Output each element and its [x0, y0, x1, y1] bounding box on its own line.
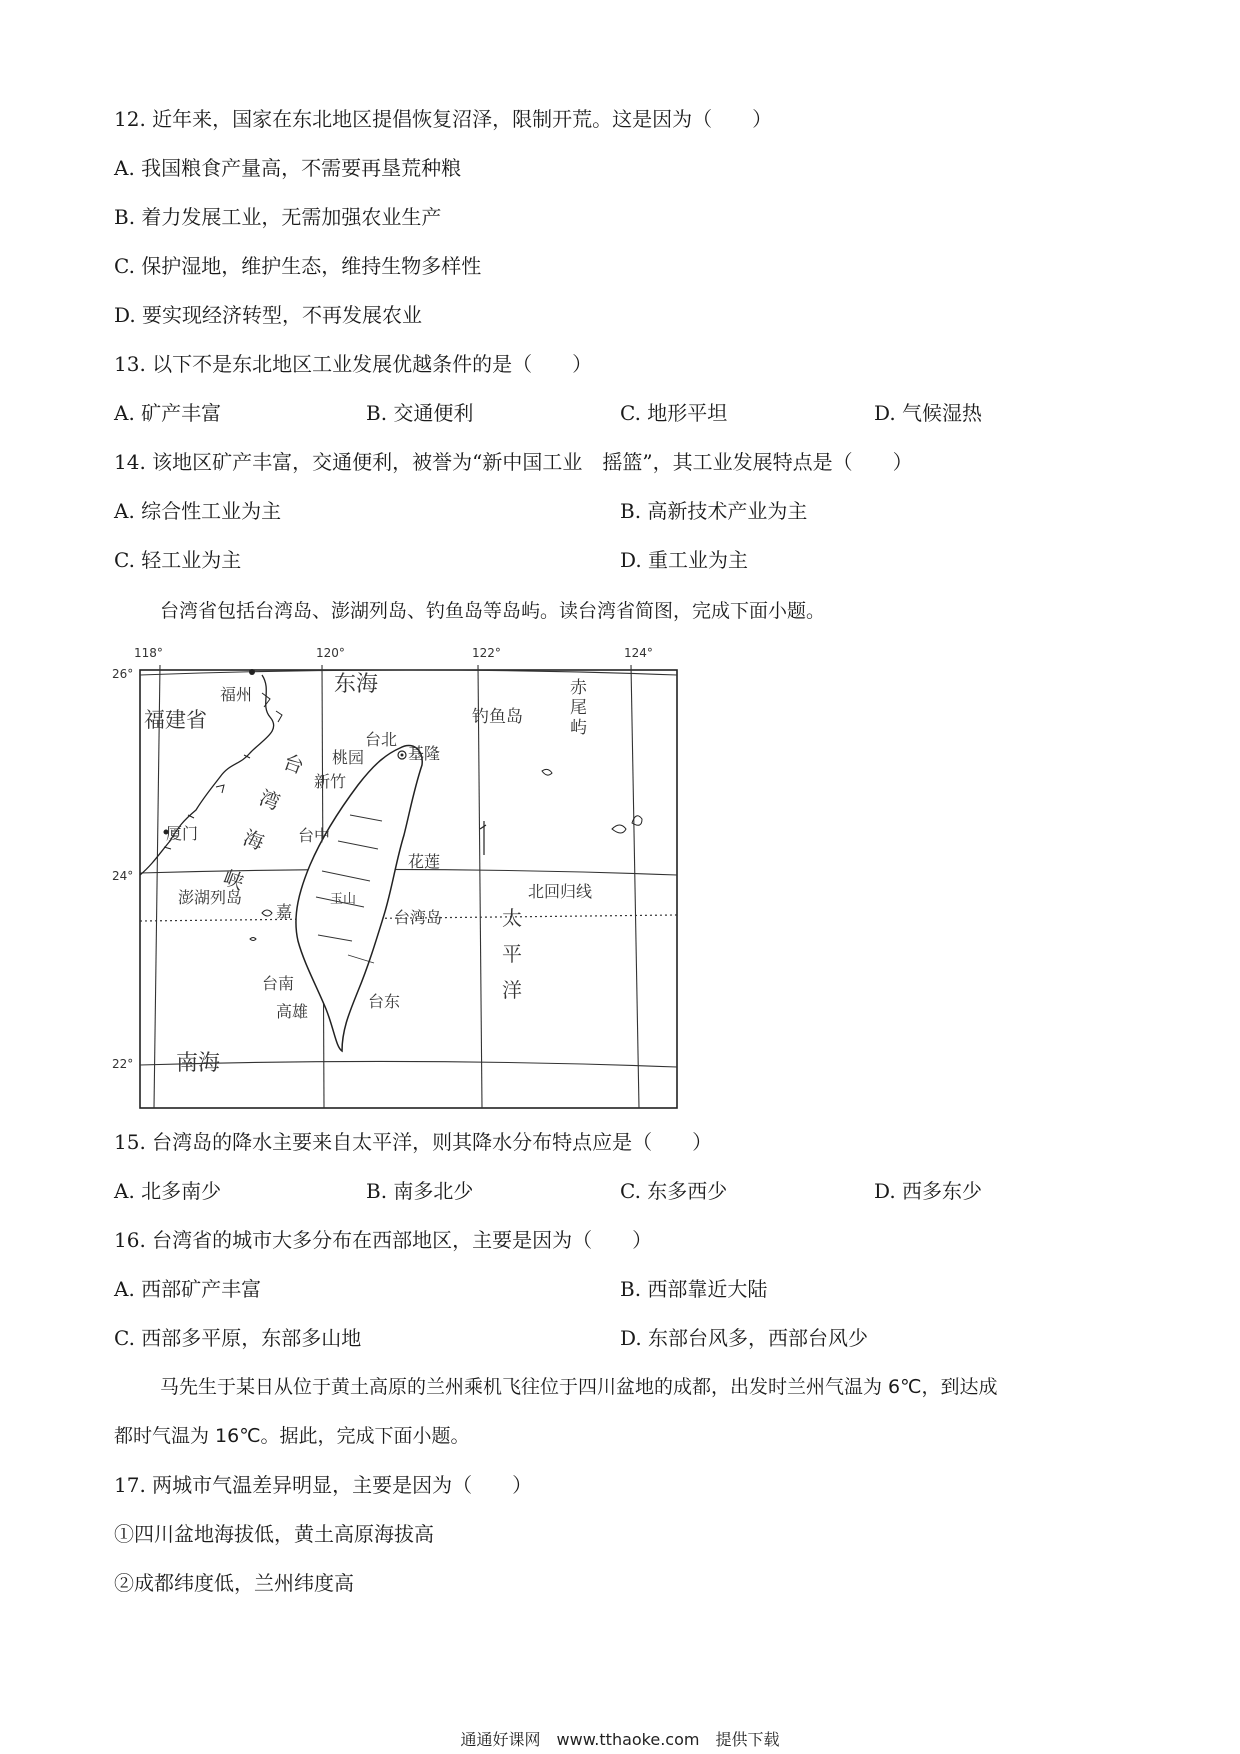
tropic-label: 北回归线 — [528, 882, 593, 901]
q15-option-a: A. 北多南少 — [114, 1179, 222, 1203]
q17-statement-2: ②成都纬度低，兰州纬度高 — [114, 1571, 354, 1595]
fuzhou-marker — [249, 669, 255, 675]
fuzhou-label: 福州 — [220, 685, 253, 704]
tainan-label: 台南 — [262, 974, 295, 993]
lat-label-22: 22° — [112, 1057, 134, 1071]
lon-label-124: 124° — [624, 646, 653, 660]
xiamen-label: 厦门 — [166, 824, 199, 843]
q16-option-a: A. 西部矿产丰富 — [114, 1277, 262, 1301]
taiwan-island-label: 台湾岛 — [394, 908, 443, 927]
q16-option-d: D. 东部台风多，西部台风少 — [620, 1326, 869, 1350]
q14-option-d: D. 重工业为主 — [620, 548, 749, 572]
q16-stem: 16. 台湾省的城市大多分布在西部地区，主要是因为（ ） — [114, 1228, 653, 1252]
taiwan-intro: 台湾省包括台湾岛、澎湖列岛、钓鱼岛等岛屿。读台湾省简图，完成下面小题。 — [160, 600, 826, 622]
strait-char-4: 峡 — [220, 865, 248, 895]
q15-stem: 15. 台湾岛的降水主要来自太平洋，则其降水分布特点应是（ ） — [114, 1130, 713, 1154]
yushan-label: 玉山 — [330, 892, 357, 907]
island-marker-line — [480, 821, 486, 855]
taiwan-island-shape — [296, 745, 422, 1051]
q13-option-c: C. 地形平坦 — [620, 401, 728, 425]
q12-option-c: C. 保护湿地，维护生态，维持生物多样性 — [114, 254, 482, 278]
parallel-22 — [140, 1061, 677, 1067]
q14-stem: 14. 该地区矿产丰富，交通便利，被誉为“新中国工业 摇篮”，其工业发展特点是（ ） — [114, 450, 913, 474]
q12-option-a: A. 我国粮食产量高，不需要再垦荒种粮 — [114, 156, 462, 180]
lanzhou-intro-line-2: 都时气温为 16℃。据此，完成下面小题。 — [114, 1425, 470, 1447]
lanzhou-intro-line-1: 马先生于某日从位于黄土高原的兰州乘机飞往位于四川盆地的成都，出发时兰州气温为 6℃，到达成 — [160, 1376, 998, 1398]
q14-option-c: C. 轻工业为主 — [114, 548, 242, 572]
taoyuan-label: 桃园 — [332, 748, 365, 767]
page-footer: 通通好课网 www.tthaoke.com 提供下载 — [460, 1730, 780, 1749]
strait-char-1: 台 — [280, 749, 308, 779]
q17-statement-1: ①四川盆地海拔低，黄土高原海拔高 — [114, 1522, 434, 1546]
lat-label-26: 26° — [112, 667, 134, 681]
q12-option-b: B. 着力发展工业，无需加强农业生产 — [114, 205, 442, 229]
south-sea-label: 南海 — [176, 1051, 221, 1076]
xinzhu-label: 新竹 — [314, 772, 347, 791]
jilong-label: 基隆 — [408, 744, 441, 763]
lon-label-122: 122° — [472, 646, 501, 660]
chiwei-char-2: 尾 — [570, 698, 587, 718]
q12-option-d: D. 要实现经济转型，不再发展农业 — [114, 303, 423, 327]
strait-char-2: 湾 — [256, 785, 284, 815]
q16-option-c: C. 西部多平原，东部多山地 — [114, 1326, 362, 1350]
q14-option-a: A. 综合性工业为主 — [114, 499, 282, 523]
q13-option-d: D. 气候湿热 — [874, 401, 983, 425]
q16-option-b: B. 西部靠近大陆 — [620, 1277, 768, 1301]
q17-stem: 17. 两城市气温差异明显，主要是因为（ ） — [114, 1473, 533, 1497]
q15-option-d: D. 西多东少 — [874, 1179, 983, 1203]
hualian-label: 花莲 — [408, 852, 441, 871]
jia-label: 嘉 — [276, 902, 293, 921]
taizhong-label: 台中 — [298, 826, 331, 845]
q15-option-c: C. 东多西少 — [620, 1179, 728, 1203]
taidong-label: 台东 — [368, 992, 401, 1011]
chiwei-char-1: 赤 — [570, 678, 587, 698]
taiwan-map — [112, 645, 682, 1110]
q14-option-b: B. 高新技术产业为主 — [620, 499, 808, 523]
meridian-124 — [631, 665, 639, 1108]
diaoyu-islets — [542, 769, 642, 833]
chiwei-char-3: 屿 — [570, 718, 587, 738]
penghu-label: 澎湖列岛 — [178, 888, 243, 907]
lon-label-118: 118° — [134, 646, 163, 660]
pacific-char-1: 太 — [502, 906, 522, 930]
q13-option-b: B. 交通便利 — [366, 401, 474, 425]
fujian-label: 福建省 — [144, 708, 207, 732]
meridian-122 — [478, 665, 482, 1108]
q12-stem: 12. 近年来，国家在东北地区提倡恢复沼泽，限制开荒。这是因为（ ） — [114, 107, 773, 131]
pacific-char-2: 平 — [502, 942, 522, 966]
q15-option-b: B. 南多北少 — [366, 1179, 474, 1203]
gaoxiong-label: 高雄 — [276, 1002, 309, 1021]
taibei-label: 台北 — [365, 730, 398, 749]
east-sea-label: 东海 — [334, 672, 379, 697]
q13-option-a: A. 矿产丰富 — [114, 401, 222, 425]
q13-stem: 13. 以下不是东北地区工业发展优越条件的是（ ） — [114, 352, 593, 376]
lat-label-24: 24° — [112, 869, 134, 883]
lon-label-120: 120° — [316, 646, 345, 660]
pacific-char-3: 洋 — [502, 978, 522, 1002]
penghu-islets — [250, 910, 272, 941]
strait-char-3: 海 — [240, 825, 268, 855]
diaoyu-label: 钓鱼岛 — [472, 707, 523, 727]
